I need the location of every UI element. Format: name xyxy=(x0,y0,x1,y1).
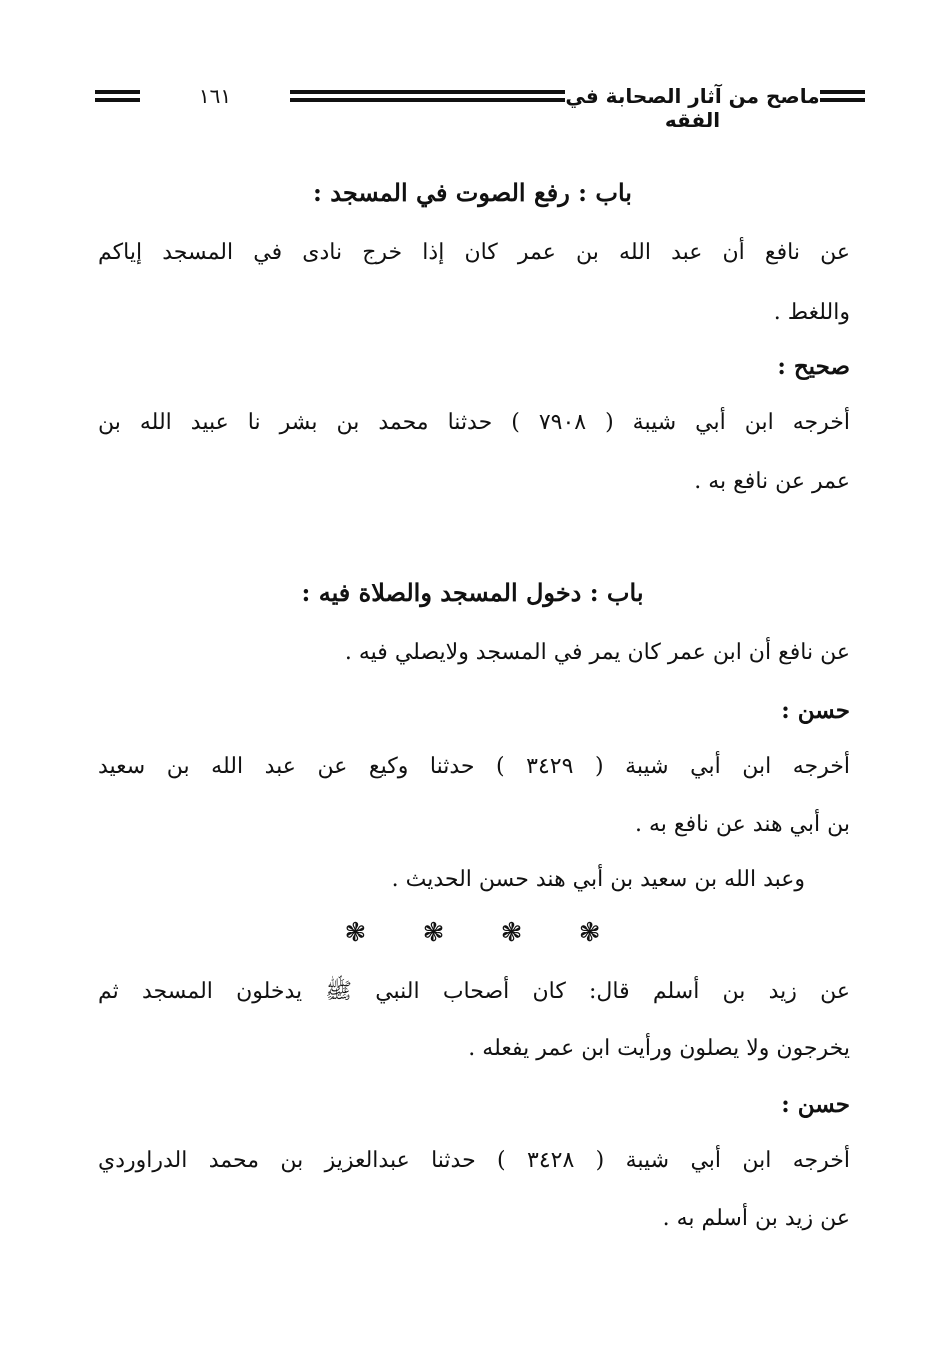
athar-text-line: عن نافع أن عبد الله بن عمر كان إذا خرج نادى في المسجد إياكم xyxy=(98,240,850,265)
flower-ornament-icon: ❃ xyxy=(422,918,445,948)
page-number: ١٦١ xyxy=(198,84,232,108)
flower-ornament-icon: ❃ xyxy=(500,918,523,948)
section-heading-entering-mosque: باب : دخول المسجد والصلاة فيه : xyxy=(301,578,644,607)
grade-label: حسن : xyxy=(781,697,850,724)
section-separator xyxy=(0,918,945,948)
flower-ornament-icon: ❃ xyxy=(344,918,367,948)
takhrij-line: أخرجه ابن أبي شيبة ( ٣٤٢٩ ) حدثنا وكيع عن عبد الله بن سعيد xyxy=(98,754,850,779)
athar-text-line: يخرجون ولا يصلون ورأيت ابن عمر يفعله . xyxy=(468,1036,850,1061)
section-heading-raising-voice: باب : رفع الصوت في المسجد : xyxy=(313,178,632,207)
header-rule-left xyxy=(95,90,140,110)
header-rule-middle xyxy=(290,90,565,110)
takhrij-line: أخرجه ابن أبي شيبة ( ٧٩٠٨ ) حدثنا محمد بن بشر نا عبيد الله بن xyxy=(98,410,850,435)
flower-ornament-icon: ❃ xyxy=(578,918,601,948)
takhrij-line: عن زيد بن أسلم به . xyxy=(662,1206,850,1231)
takhrij-line: أخرجه ابن أبي شيبة ( ٣٤٢٨ ) حدثنا عبدالعزيز بن محمد الدراوردي xyxy=(98,1148,850,1173)
running-title: ماصح من آثار الصحابة في الفقه xyxy=(565,84,820,132)
athar-text-line: واللغط . xyxy=(773,300,850,325)
athar-text-line: عن زيد بن أسلم قال: كان أصحاب النبي ﷺ يدخلون المسجد ثم xyxy=(98,979,851,1004)
grade-label: صحيح : xyxy=(777,353,850,380)
takhrij-line: عمر عن نافع به . xyxy=(694,469,850,494)
athar-text-line: عن نافع أن ابن عمر كان يمر في المسجد ولايصلي فيه . xyxy=(344,640,850,665)
narrator-note: وعبد الله بن سعيد بن أبي هند حسن الحديث . xyxy=(391,867,805,892)
takhrij-line: بن أبي هند عن نافع به . xyxy=(634,812,850,837)
running-header xyxy=(95,82,865,132)
header-rule-right xyxy=(820,90,865,110)
grade-label: حسن : xyxy=(781,1091,850,1118)
